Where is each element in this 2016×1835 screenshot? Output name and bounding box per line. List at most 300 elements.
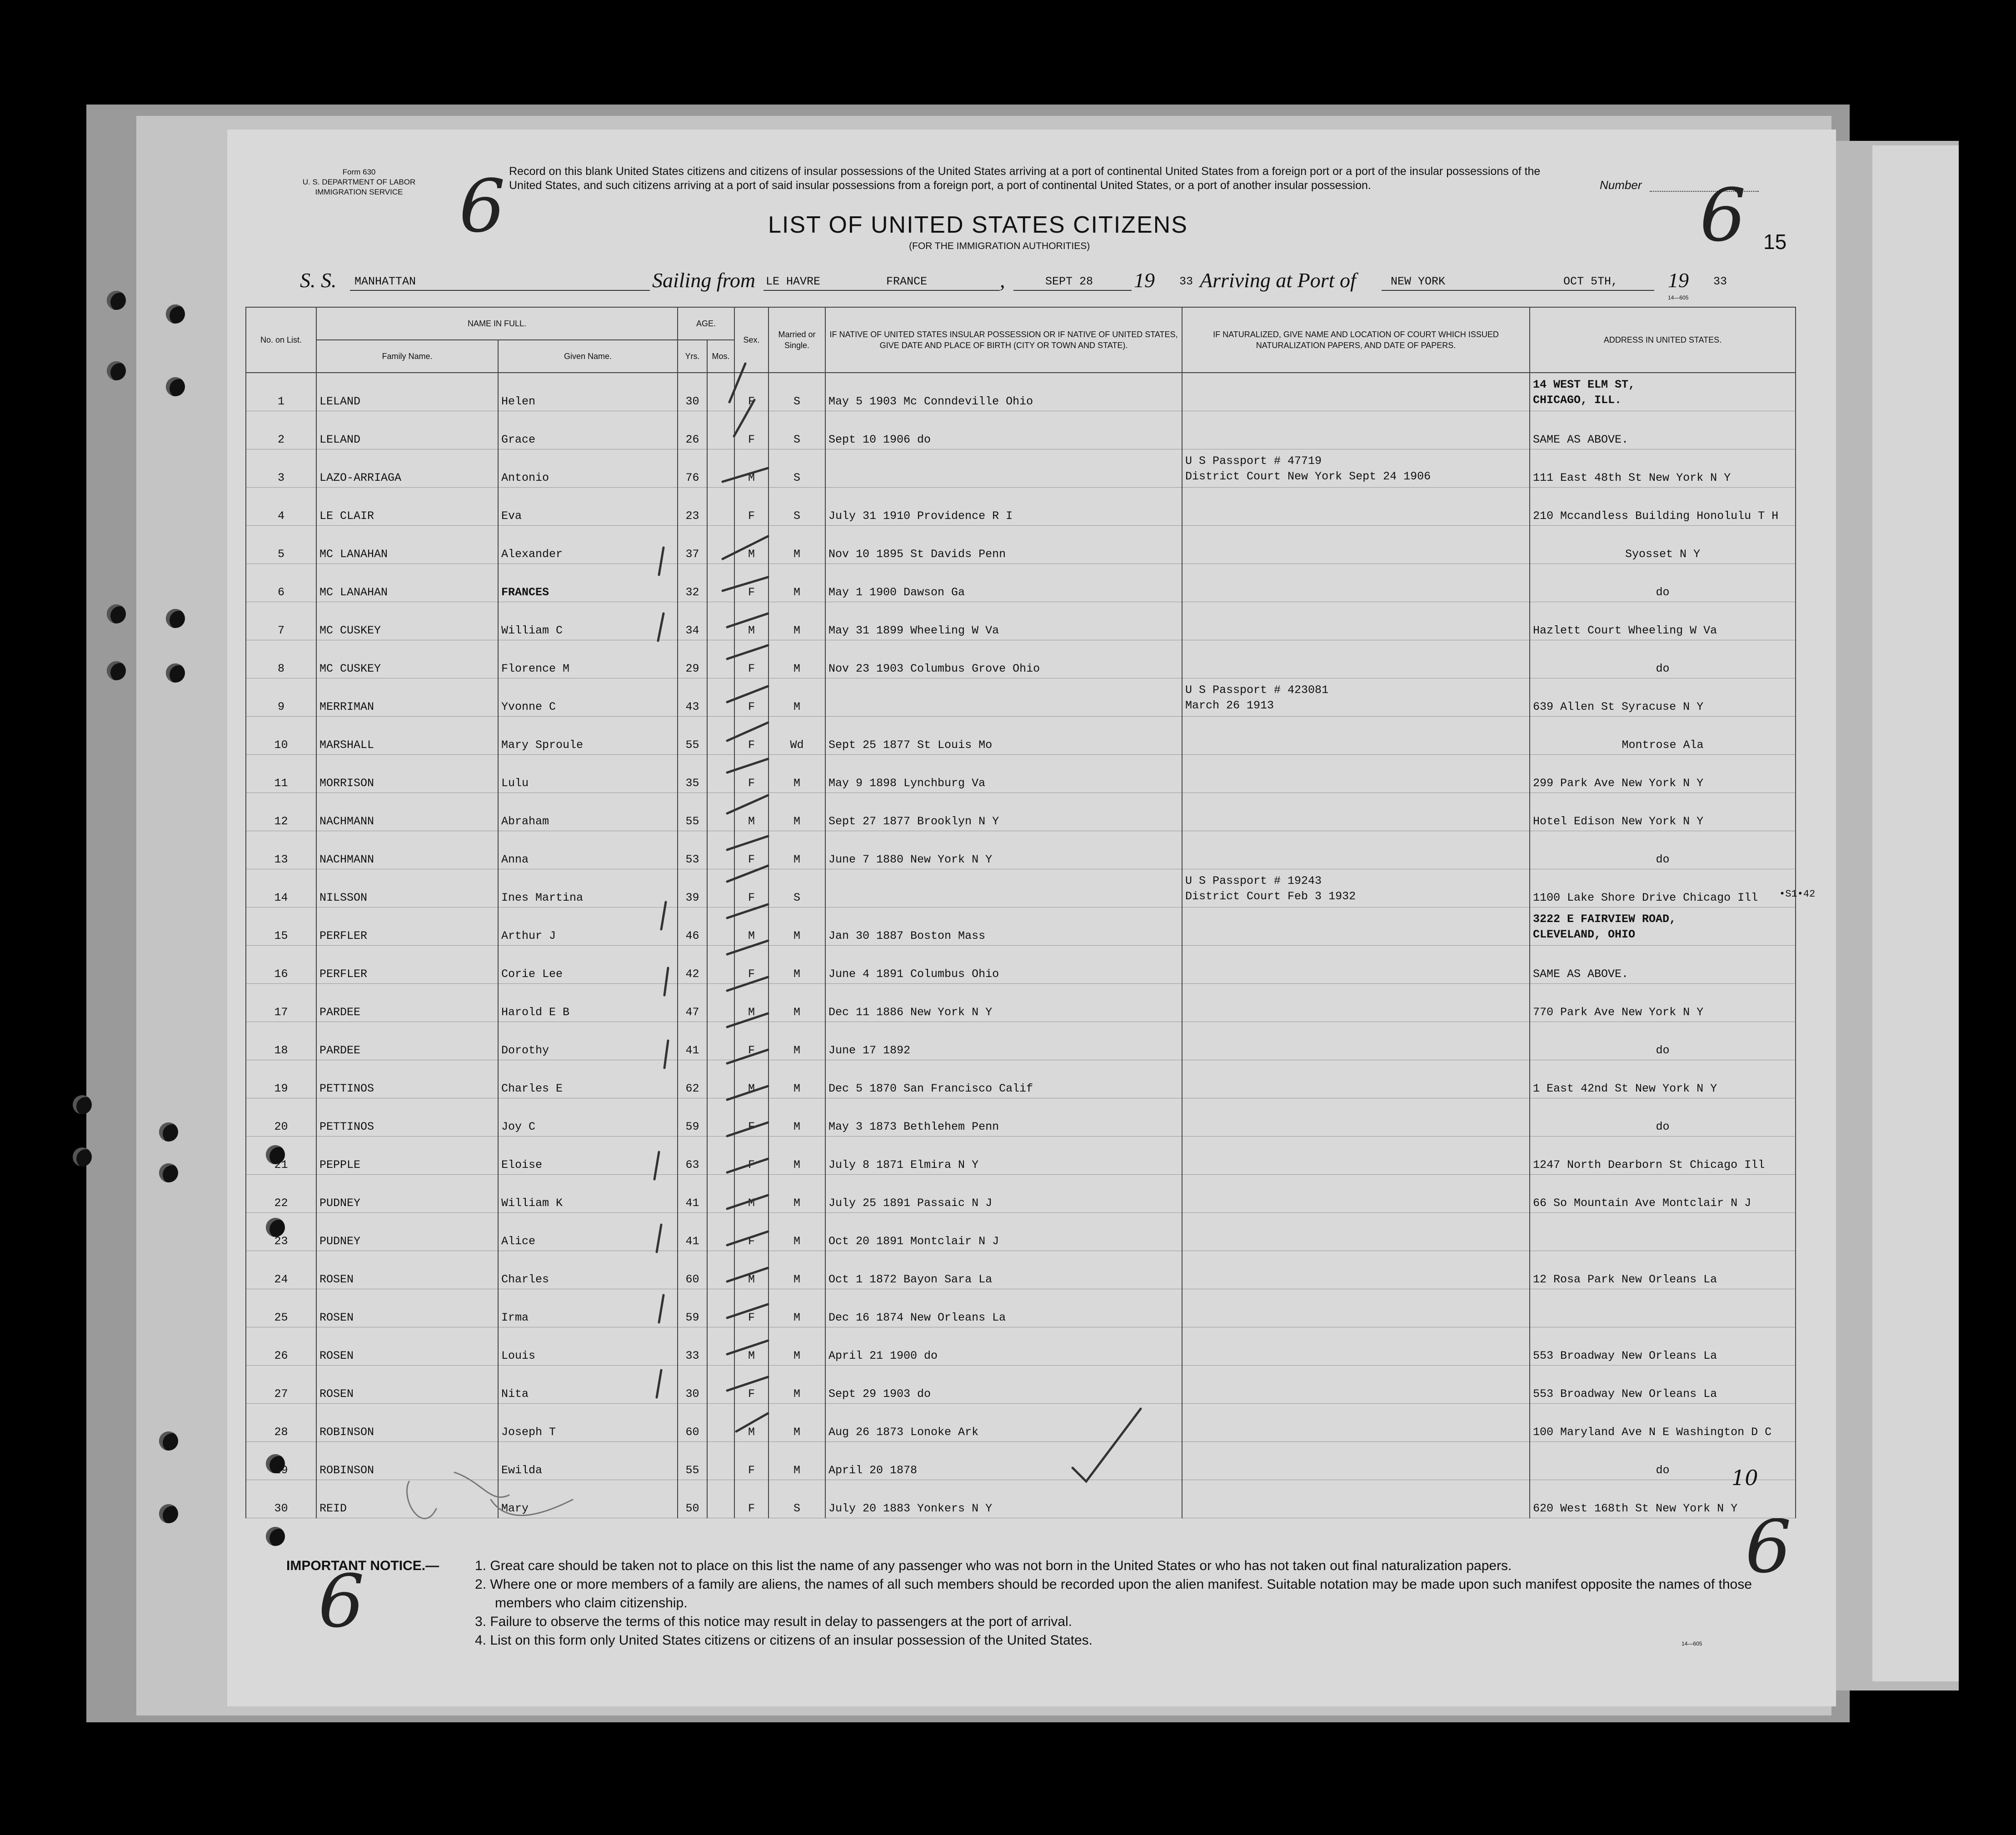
list-no-cell: 13 xyxy=(246,831,316,869)
birth-info-cell: Jan 30 1887 Boston Mass xyxy=(825,908,1182,946)
age-years-cell: 76 xyxy=(678,449,707,488)
list-no-cell: 18 xyxy=(246,1022,316,1060)
from-country: FRANCE xyxy=(886,275,928,288)
list-no-cell: 2 xyxy=(246,411,316,449)
age-years-cell: 23 xyxy=(678,488,707,526)
family-name-cell: MERRIMAN xyxy=(316,678,498,717)
sex-cell: M xyxy=(734,602,768,640)
col-age: AGE. xyxy=(678,307,734,340)
address-cell: 553 Broadway New Orleans La xyxy=(1530,1327,1796,1366)
age-years-cell: 50 xyxy=(678,1480,707,1518)
tick-mark xyxy=(654,1152,664,1397)
given-name-cell: Charles E xyxy=(498,1060,678,1098)
marital-status-cell: M xyxy=(768,678,825,717)
form-number: Form 630 xyxy=(342,168,376,176)
check-mark xyxy=(727,836,768,954)
birth-info-cell: Dec 11 1886 New York N Y xyxy=(825,984,1182,1022)
list-no-cell: 24 xyxy=(246,1251,316,1289)
birth-info-cell: Aug 26 1873 Lonoke Ark xyxy=(825,1404,1182,1442)
marital-status-cell: S xyxy=(768,488,825,526)
age-years-cell: 62 xyxy=(678,1060,707,1098)
list-no-cell: 7 xyxy=(246,602,316,640)
list-no-cell: 11 xyxy=(246,755,316,793)
address-cell: Syosset N Y xyxy=(1530,526,1796,564)
given-name-cell: Abraham xyxy=(498,793,678,831)
list-no-cell: 30 xyxy=(246,1480,316,1518)
age-years-cell: 30 xyxy=(678,1366,707,1404)
sex-cell: F xyxy=(734,1366,768,1404)
marital-status-cell: S xyxy=(768,869,825,908)
address-cell: SAME AS ABOVE. xyxy=(1530,946,1796,984)
given-name-cell: Ines Martina xyxy=(498,869,678,908)
given-name-cell: William C xyxy=(498,602,678,640)
col-sex: Sex. xyxy=(734,307,768,373)
given-name-cell: Lulu xyxy=(498,755,678,793)
given-name-cell: Alice xyxy=(498,1213,678,1251)
family-name-cell: ROSEN xyxy=(316,1366,498,1404)
sex-cell: M xyxy=(734,1060,768,1098)
marital-status-cell: S xyxy=(768,411,825,449)
notice-items xyxy=(475,1556,1777,1650)
sex-cell: F xyxy=(734,1022,768,1060)
sex-cell: F xyxy=(734,678,768,717)
marital-status-cell: Wd xyxy=(768,717,825,755)
col-address: ADDRESS IN UNITED STATES. xyxy=(1530,307,1796,373)
address-cell: Hazlett Court Wheeling W Va xyxy=(1530,602,1796,640)
marital-status-cell: M xyxy=(768,1327,825,1366)
family-name-cell: MC LANAHAN xyxy=(316,526,498,564)
col-given: Given Name. xyxy=(498,340,678,373)
sex-cell: F xyxy=(734,1480,768,1518)
age-years-cell: 60 xyxy=(678,1251,707,1289)
address-cell: do xyxy=(1530,1442,1796,1480)
sex-cell: F xyxy=(734,1137,768,1175)
birth-info-cell: Sept 25 1877 St Louis Mo xyxy=(825,717,1182,755)
address-cell: 111 East 48th St New York N Y xyxy=(1530,449,1796,488)
list-no-cell: 6 xyxy=(246,564,316,602)
family-name-cell: MC CUSKEY xyxy=(316,602,498,640)
court-date: District Court New York Sept 24 1906 xyxy=(1185,470,1431,483)
sex-cell: F xyxy=(734,564,768,602)
side-annotation: •S1•42 xyxy=(1779,888,1816,900)
birth-info-cell: July 31 1910 Providence R I xyxy=(825,488,1182,526)
number-label: Number xyxy=(1600,178,1642,192)
family-name-cell: LAZO-ARRIAGA xyxy=(316,449,498,488)
address-cell: 1100 Lake Shore Drive Chicago Ill xyxy=(1530,869,1796,908)
list-no-cell: 23 xyxy=(246,1213,316,1251)
sex-cell: M xyxy=(734,449,768,488)
age-years-cell: 46 xyxy=(678,908,707,946)
address-cell: 1247 North Dearborn St Chicago Ill xyxy=(1530,1137,1796,1175)
col-family: Family Name. xyxy=(316,340,498,373)
check-mark xyxy=(727,686,768,813)
birth-info-cell: Nov 23 1903 Columbus Grove Ohio xyxy=(825,640,1182,678)
given-name-cell: Louis xyxy=(498,1327,678,1366)
marital-status-cell: M xyxy=(768,1060,825,1098)
address-cell: do xyxy=(1530,831,1796,869)
address-cell: 770 Park Ave New York N Y xyxy=(1530,984,1796,1022)
family-name-cell: ROSEN xyxy=(316,1289,498,1327)
notice-item-3: 3. Failure to observe the terms of this notice may result in delay to passengers at the port of arrival. xyxy=(475,1614,1072,1629)
list-no-cell: 10 xyxy=(246,717,316,755)
given-name-cell: Mary Sproule xyxy=(498,717,678,755)
col-mos: Mos. xyxy=(707,340,734,373)
sex-cell: F xyxy=(734,1442,768,1480)
sex-cell: M xyxy=(734,1251,768,1289)
given-name-cell: Antonio xyxy=(498,449,678,488)
col-yrs: Yrs. xyxy=(678,340,707,373)
address-cell: do xyxy=(1530,564,1796,602)
family-name-cell: PETTINOS xyxy=(316,1060,498,1098)
address-cell: do xyxy=(1530,640,1796,678)
given-name-cell: Grace xyxy=(498,411,678,449)
department-name: U. S. DEPARTMENT OF LABOR xyxy=(302,178,416,186)
given-name-cell: Yvonne C xyxy=(498,678,678,717)
age-years-cell: 60 xyxy=(678,1404,707,1442)
marital-status-cell: M xyxy=(768,526,825,564)
list-no-cell: 15 xyxy=(246,908,316,946)
address-line-2: CHICAGO, ILL. xyxy=(1533,394,1622,407)
col-no: No. on List. xyxy=(246,307,316,373)
marital-status-cell: M xyxy=(768,1022,825,1060)
marital-status-cell: M xyxy=(768,1289,825,1327)
address-cell: 100 Maryland Ave N E Washington D C xyxy=(1530,1404,1796,1442)
age-years-cell: 42 xyxy=(678,946,707,984)
age-years-cell: 63 xyxy=(678,1137,707,1175)
family-name-cell: REID xyxy=(316,1480,498,1518)
family-name-cell: PERFLER xyxy=(316,946,498,984)
marital-status-cell: S xyxy=(768,1480,825,1518)
ss-label: S. S. xyxy=(300,269,337,292)
birth-info-cell: Sept 29 1903 do xyxy=(825,1366,1182,1404)
address-cell: SAME AS ABOVE. xyxy=(1530,411,1796,449)
sex-cell: F xyxy=(734,640,768,678)
family-name-cell: ROSEN xyxy=(316,1251,498,1289)
family-name-cell: NACHMANN xyxy=(316,831,498,869)
check-mark xyxy=(723,536,768,659)
age-years-cell: 55 xyxy=(678,793,707,831)
birth-info-cell: July 25 1891 Passaic N J xyxy=(825,1175,1182,1213)
signature-scrawl xyxy=(407,1472,573,1519)
marital-status-cell: M xyxy=(768,1366,825,1404)
sex-cell: F xyxy=(734,373,768,411)
check-mark xyxy=(727,977,768,1100)
arrival-year: 33 xyxy=(1713,275,1727,288)
passport-number: U S Passport # 423081 xyxy=(1185,683,1329,697)
birth-info-cell: April 21 1900 do xyxy=(825,1327,1182,1366)
marital-status-cell: M xyxy=(768,793,825,831)
list-no-cell: 17 xyxy=(246,984,316,1022)
birth-info-cell: July 20 1883 Yonkers N Y xyxy=(825,1480,1182,1518)
sex-cell: F xyxy=(734,488,768,526)
sex-cell: M xyxy=(734,793,768,831)
list-no-cell: 29 xyxy=(246,1442,316,1480)
age-years-cell: 37 xyxy=(678,526,707,564)
list-no-cell: 27 xyxy=(246,1366,316,1404)
sex-cell: M xyxy=(734,1175,768,1213)
given-name-cell: FRANCES xyxy=(498,564,678,602)
address-line-1: 3222 E FAIRVIEW ROAD, xyxy=(1533,913,1677,926)
marital-status-cell: M xyxy=(768,640,825,678)
sex-cell: F xyxy=(734,755,768,793)
address-cell: Montrose Ala xyxy=(1530,717,1796,755)
page-subtitle: (FOR THE IMMIGRATION AUTHORITIES) xyxy=(909,241,1090,251)
list-no-cell: 8 xyxy=(246,640,316,678)
birth-info-cell: June 7 1880 New York N Y xyxy=(825,831,1182,869)
given-name-cell: Eloise xyxy=(498,1137,678,1175)
year-label-2: 19 xyxy=(1668,269,1689,292)
family-name-cell: MC CUSKEY xyxy=(316,640,498,678)
sex-cell: M xyxy=(734,984,768,1022)
family-name-cell: PARDEE xyxy=(316,1022,498,1060)
marital-status-cell: M xyxy=(768,831,825,869)
address-line-1: 14 WEST ELM ST, xyxy=(1533,378,1636,391)
record-instructions: Record on this blank United States citizens and citizens of insular possessions of the United States arriving at a port of continental United States from a foreign port or a port of the insular possessions of the United States, and such citizens arriving at a port of said insular possessions from a foreign port, a port of continental United States, or a port of another insular possession. xyxy=(509,165,1541,192)
family-name-cell: PERFLER xyxy=(316,908,498,946)
birth-info-cell: May 1 1900 Dawson Ga xyxy=(825,564,1182,602)
marital-status-cell: M xyxy=(768,755,825,793)
list-no-cell: 16 xyxy=(246,946,316,984)
address-cell: 299 Park Ave New York N Y xyxy=(1530,755,1796,793)
marital-status-cell: M xyxy=(768,1137,825,1175)
list-no-cell: 12 xyxy=(246,793,316,831)
list-no-cell: 22 xyxy=(246,1175,316,1213)
given-name-cell: Corie Lee xyxy=(498,946,678,984)
sex-cell: F xyxy=(734,1098,768,1137)
given-name-cell: Eva xyxy=(498,488,678,526)
birth-info-cell: Dec 16 1874 New Orleans La xyxy=(825,1289,1182,1327)
family-name-cell: LE CLAIR xyxy=(316,488,498,526)
list-no-cell: 21 xyxy=(246,1137,316,1175)
marital-status-cell: M xyxy=(768,1175,825,1213)
marital-status-cell: M xyxy=(768,564,825,602)
sex-cell: F xyxy=(734,411,768,449)
family-name-cell: ROBINSON xyxy=(316,1404,498,1442)
given-name-cell: Dorothy xyxy=(498,1022,678,1060)
address-cell: Hotel Edison New York N Y xyxy=(1530,793,1796,831)
birth-info-cell: Sept 10 1906 do xyxy=(825,411,1182,449)
given-name-cell: Alexander xyxy=(498,526,678,564)
given-name-cell: Arthur J xyxy=(498,908,678,946)
sex-cell: M xyxy=(734,908,768,946)
family-name-cell: LELAND xyxy=(316,373,498,411)
family-name-cell: MC LANAHAN xyxy=(316,564,498,602)
age-years-cell: 32 xyxy=(678,564,707,602)
marital-status-cell: M xyxy=(768,1098,825,1137)
arrival-port: NEW YORK xyxy=(1391,275,1446,288)
family-name-cell: PUDNEY xyxy=(316,1175,498,1213)
notice-label: IMPORTANT NOTICE.— xyxy=(286,1558,439,1573)
list-no-cell: 5 xyxy=(246,526,316,564)
arriving-label: Arriving at Port of xyxy=(1200,269,1356,292)
passport-number: U S Passport # 47719 xyxy=(1185,454,1322,468)
check-mark xyxy=(727,1122,768,1245)
birth-info-cell: Sept 27 1877 Brooklyn N Y xyxy=(825,793,1182,831)
given-name-cell: Mary xyxy=(498,1480,678,1518)
sex-cell: F xyxy=(734,1289,768,1327)
address-cell: 553 Broadway New Orleans La xyxy=(1530,1366,1796,1404)
family-name-cell: PEPPLE xyxy=(316,1137,498,1175)
list-no-cell: 1 xyxy=(246,373,316,411)
sex-cell: M xyxy=(734,1327,768,1366)
family-name-cell: PARDEE xyxy=(316,984,498,1022)
age-years-cell: 59 xyxy=(678,1098,707,1137)
tally-count: 10 xyxy=(1732,1466,1758,1490)
age-years-cell: 39 xyxy=(678,869,707,908)
sex-cell: M xyxy=(734,526,768,564)
given-name-cell: Irma xyxy=(498,1289,678,1327)
marital-status-cell: M xyxy=(768,946,825,984)
service-name: IMMIGRATION SERVICE xyxy=(315,188,403,196)
handwritten-sheet-number: 6 xyxy=(459,164,505,249)
check-mark xyxy=(727,1268,768,1431)
birth-info-cell: May 9 1898 Lynchburg Va xyxy=(825,755,1182,793)
age-years-cell: 41 xyxy=(678,1022,707,1060)
sex-cell: F xyxy=(734,831,768,869)
age-years-cell: 55 xyxy=(678,717,707,755)
marital-status-cell: S xyxy=(768,449,825,488)
court-date: March 26 1913 xyxy=(1185,699,1274,712)
given-name-cell: Harold E B xyxy=(498,984,678,1022)
list-no-cell: 4 xyxy=(246,488,316,526)
sex-cell: F xyxy=(734,869,768,908)
birth-info-cell: July 8 1871 Elmira N Y xyxy=(825,1137,1182,1175)
birth-info-cell: June 4 1891 Columbus Ohio xyxy=(825,946,1182,984)
birth-info-cell: Dec 5 1870 San Francisco Calif xyxy=(825,1060,1182,1098)
given-name-cell: Joseph T xyxy=(498,1404,678,1442)
list-no-cell: 19 xyxy=(246,1060,316,1098)
marital-status-cell: M xyxy=(768,908,825,946)
birth-info-cell: May 5 1903 Mc Conndeville Ohio xyxy=(825,373,1182,411)
given-name-cell: Nita xyxy=(498,1366,678,1404)
family-name-cell: NACHMANN xyxy=(316,793,498,831)
given-name-cell: William K xyxy=(498,1175,678,1213)
marital-status-cell: M xyxy=(768,1213,825,1251)
age-years-cell: 43 xyxy=(678,678,707,717)
list-no-cell: 14 xyxy=(246,869,316,908)
family-name-cell: PUDNEY xyxy=(316,1213,498,1251)
form-code-top: 14—605 xyxy=(1668,294,1689,301)
sail-date: SEPT 28 xyxy=(1045,275,1093,288)
page-number: 15 xyxy=(1763,230,1787,254)
age-years-cell: 41 xyxy=(678,1213,707,1251)
family-name-cell: MARSHALL xyxy=(316,717,498,755)
marital-status-cell: S xyxy=(768,373,825,411)
age-years-cell: 33 xyxy=(678,1327,707,1366)
address-cell: 1 East 42nd St New York N Y xyxy=(1530,1060,1796,1098)
passport-number: U S Passport # 19243 xyxy=(1185,874,1322,888)
birth-info-cell: Oct 20 1891 Montclair N J xyxy=(825,1213,1182,1251)
sail-year: 33 xyxy=(1179,275,1193,288)
from-port: LE HAVRE xyxy=(766,275,821,288)
address-cell: 66 So Mountain Ave Montclair N J xyxy=(1530,1175,1796,1213)
check-mark-large xyxy=(1073,1409,1141,1481)
birth-info-cell: May 31 1899 Wheeling W Va xyxy=(825,602,1182,640)
notice-item-4: 4. List on this form only United States citizens or citizens of an insular possession of the United States. xyxy=(475,1633,1093,1648)
year-label-1: 19 xyxy=(1134,269,1155,292)
birth-info-cell: April 20 1878 xyxy=(825,1442,1182,1480)
col-name-in-full: NAME IN FULL. xyxy=(316,307,678,340)
birth-info-cell: June 17 1892 xyxy=(825,1022,1182,1060)
age-years-cell: 55 xyxy=(678,1442,707,1480)
col-naturalized: IF NATURALIZED, GIVE NAME AND LOCATION OF COURT WHICH ISSUED NATURALIZATION PAPERS, AND DATE OF PAPERS. xyxy=(1182,307,1530,373)
address-cell: 620 West 168th St New York N Y xyxy=(1530,1480,1796,1518)
age-years-cell: 30 xyxy=(678,373,707,411)
handwritten-sheet-number-right: 6 xyxy=(1700,173,1746,258)
sailing-label: Sailing from xyxy=(652,269,756,292)
age-years-cell: 53 xyxy=(678,831,707,869)
form-code-bottom: 14—605 xyxy=(1682,1641,1702,1647)
marital-status-cell: M xyxy=(768,602,825,640)
family-name-cell: LELAND xyxy=(316,411,498,449)
given-name-cell: Charles xyxy=(498,1251,678,1289)
notice-item-2: 2. Where one or more members of a family are aliens, the names of all such members should be recorded upon the alien manifest. Suitable notation may be made upon such manifest opposite the names of those members who claim citizenship. xyxy=(475,1577,1752,1611)
ship-name: MANHATTAN xyxy=(354,275,416,288)
list-no-cell: 28 xyxy=(246,1404,316,1442)
page-title: LIST OF UNITED STATES CITIZENS xyxy=(768,212,1188,238)
family-name-cell: PETTINOS xyxy=(316,1098,498,1137)
tick-mark xyxy=(658,548,668,1068)
marital-status-cell: M xyxy=(768,1251,825,1289)
list-no-cell: 3 xyxy=(246,449,316,488)
address-cell: do xyxy=(1530,1098,1796,1137)
age-years-cell: 26 xyxy=(678,411,707,449)
list-no-cell: 20 xyxy=(246,1098,316,1137)
check-mark xyxy=(723,364,768,482)
birth-info-cell: May 3 1873 Bethlehem Penn xyxy=(825,1098,1182,1137)
address-cell: do xyxy=(1530,1022,1796,1060)
age-years-cell: 34 xyxy=(678,602,707,640)
col-married: Married or Single. xyxy=(768,307,825,373)
list-no-cell: 25 xyxy=(246,1289,316,1327)
age-years-cell: 59 xyxy=(678,1289,707,1327)
court-date: District Court Feb 3 1932 xyxy=(1185,890,1356,903)
comma-sep: , xyxy=(1000,269,1005,292)
address-cell: 210 Mccandless Building Honolulu T H xyxy=(1530,488,1796,526)
sex-cell: F xyxy=(734,717,768,755)
birth-info-cell: Oct 1 1872 Bayon Sara La xyxy=(825,1251,1182,1289)
address-line-2: CLEVELAND, OHIO xyxy=(1533,928,1636,941)
age-years-cell: 41 xyxy=(678,1175,707,1213)
address-cell: 639 Allen St Syracuse N Y xyxy=(1530,678,1796,717)
given-name-cell: Helen xyxy=(498,373,678,411)
age-years-cell: 35 xyxy=(678,755,707,793)
notice-item-1: 1. Great care should be taken not to place on this list the name of any passenger who was not born in the United States or who has not taken out final naturalization papers. xyxy=(475,1558,1512,1573)
important-notice xyxy=(286,1556,1777,1650)
list-no-cell: 9 xyxy=(246,678,316,717)
handwritten-sheet-number-bottom: 6 xyxy=(318,1559,364,1644)
family-name-cell: MORRISON xyxy=(316,755,498,793)
family-name-cell: NILSSON xyxy=(316,869,498,908)
family-name-cell: ROSEN xyxy=(316,1327,498,1366)
handwritten-sheet-number-bottom-right: 6 xyxy=(1745,1504,1791,1589)
given-name-cell: Florence M xyxy=(498,640,678,678)
sex-cell: F xyxy=(734,1213,768,1251)
given-name-cell: Anna xyxy=(498,831,678,869)
birth-info-cell: Nov 10 1895 St Davids Penn xyxy=(825,526,1182,564)
marital-status-cell: M xyxy=(768,1404,825,1442)
address-cell: 12 Rosa Park New Orleans La xyxy=(1530,1251,1796,1289)
list-no-cell: 26 xyxy=(246,1327,316,1366)
col-native: IF NATIVE OF UNITED STATES INSULAR POSSESSION OR IF NATIVE OF UNITED STATES, GIVE DATE AND PLACE OF BIRTH (CITY OR TOWN AND STATE). xyxy=(825,307,1182,373)
arrival-date: OCT 5TH, xyxy=(1563,275,1618,288)
given-name-cell: Ewilda xyxy=(498,1442,678,1480)
given-name-cell: Joy C xyxy=(498,1098,678,1137)
sex-cell: M xyxy=(734,1404,768,1442)
sex-cell: F xyxy=(734,946,768,984)
marital-status-cell: M xyxy=(768,984,825,1022)
age-years-cell: 29 xyxy=(678,640,707,678)
